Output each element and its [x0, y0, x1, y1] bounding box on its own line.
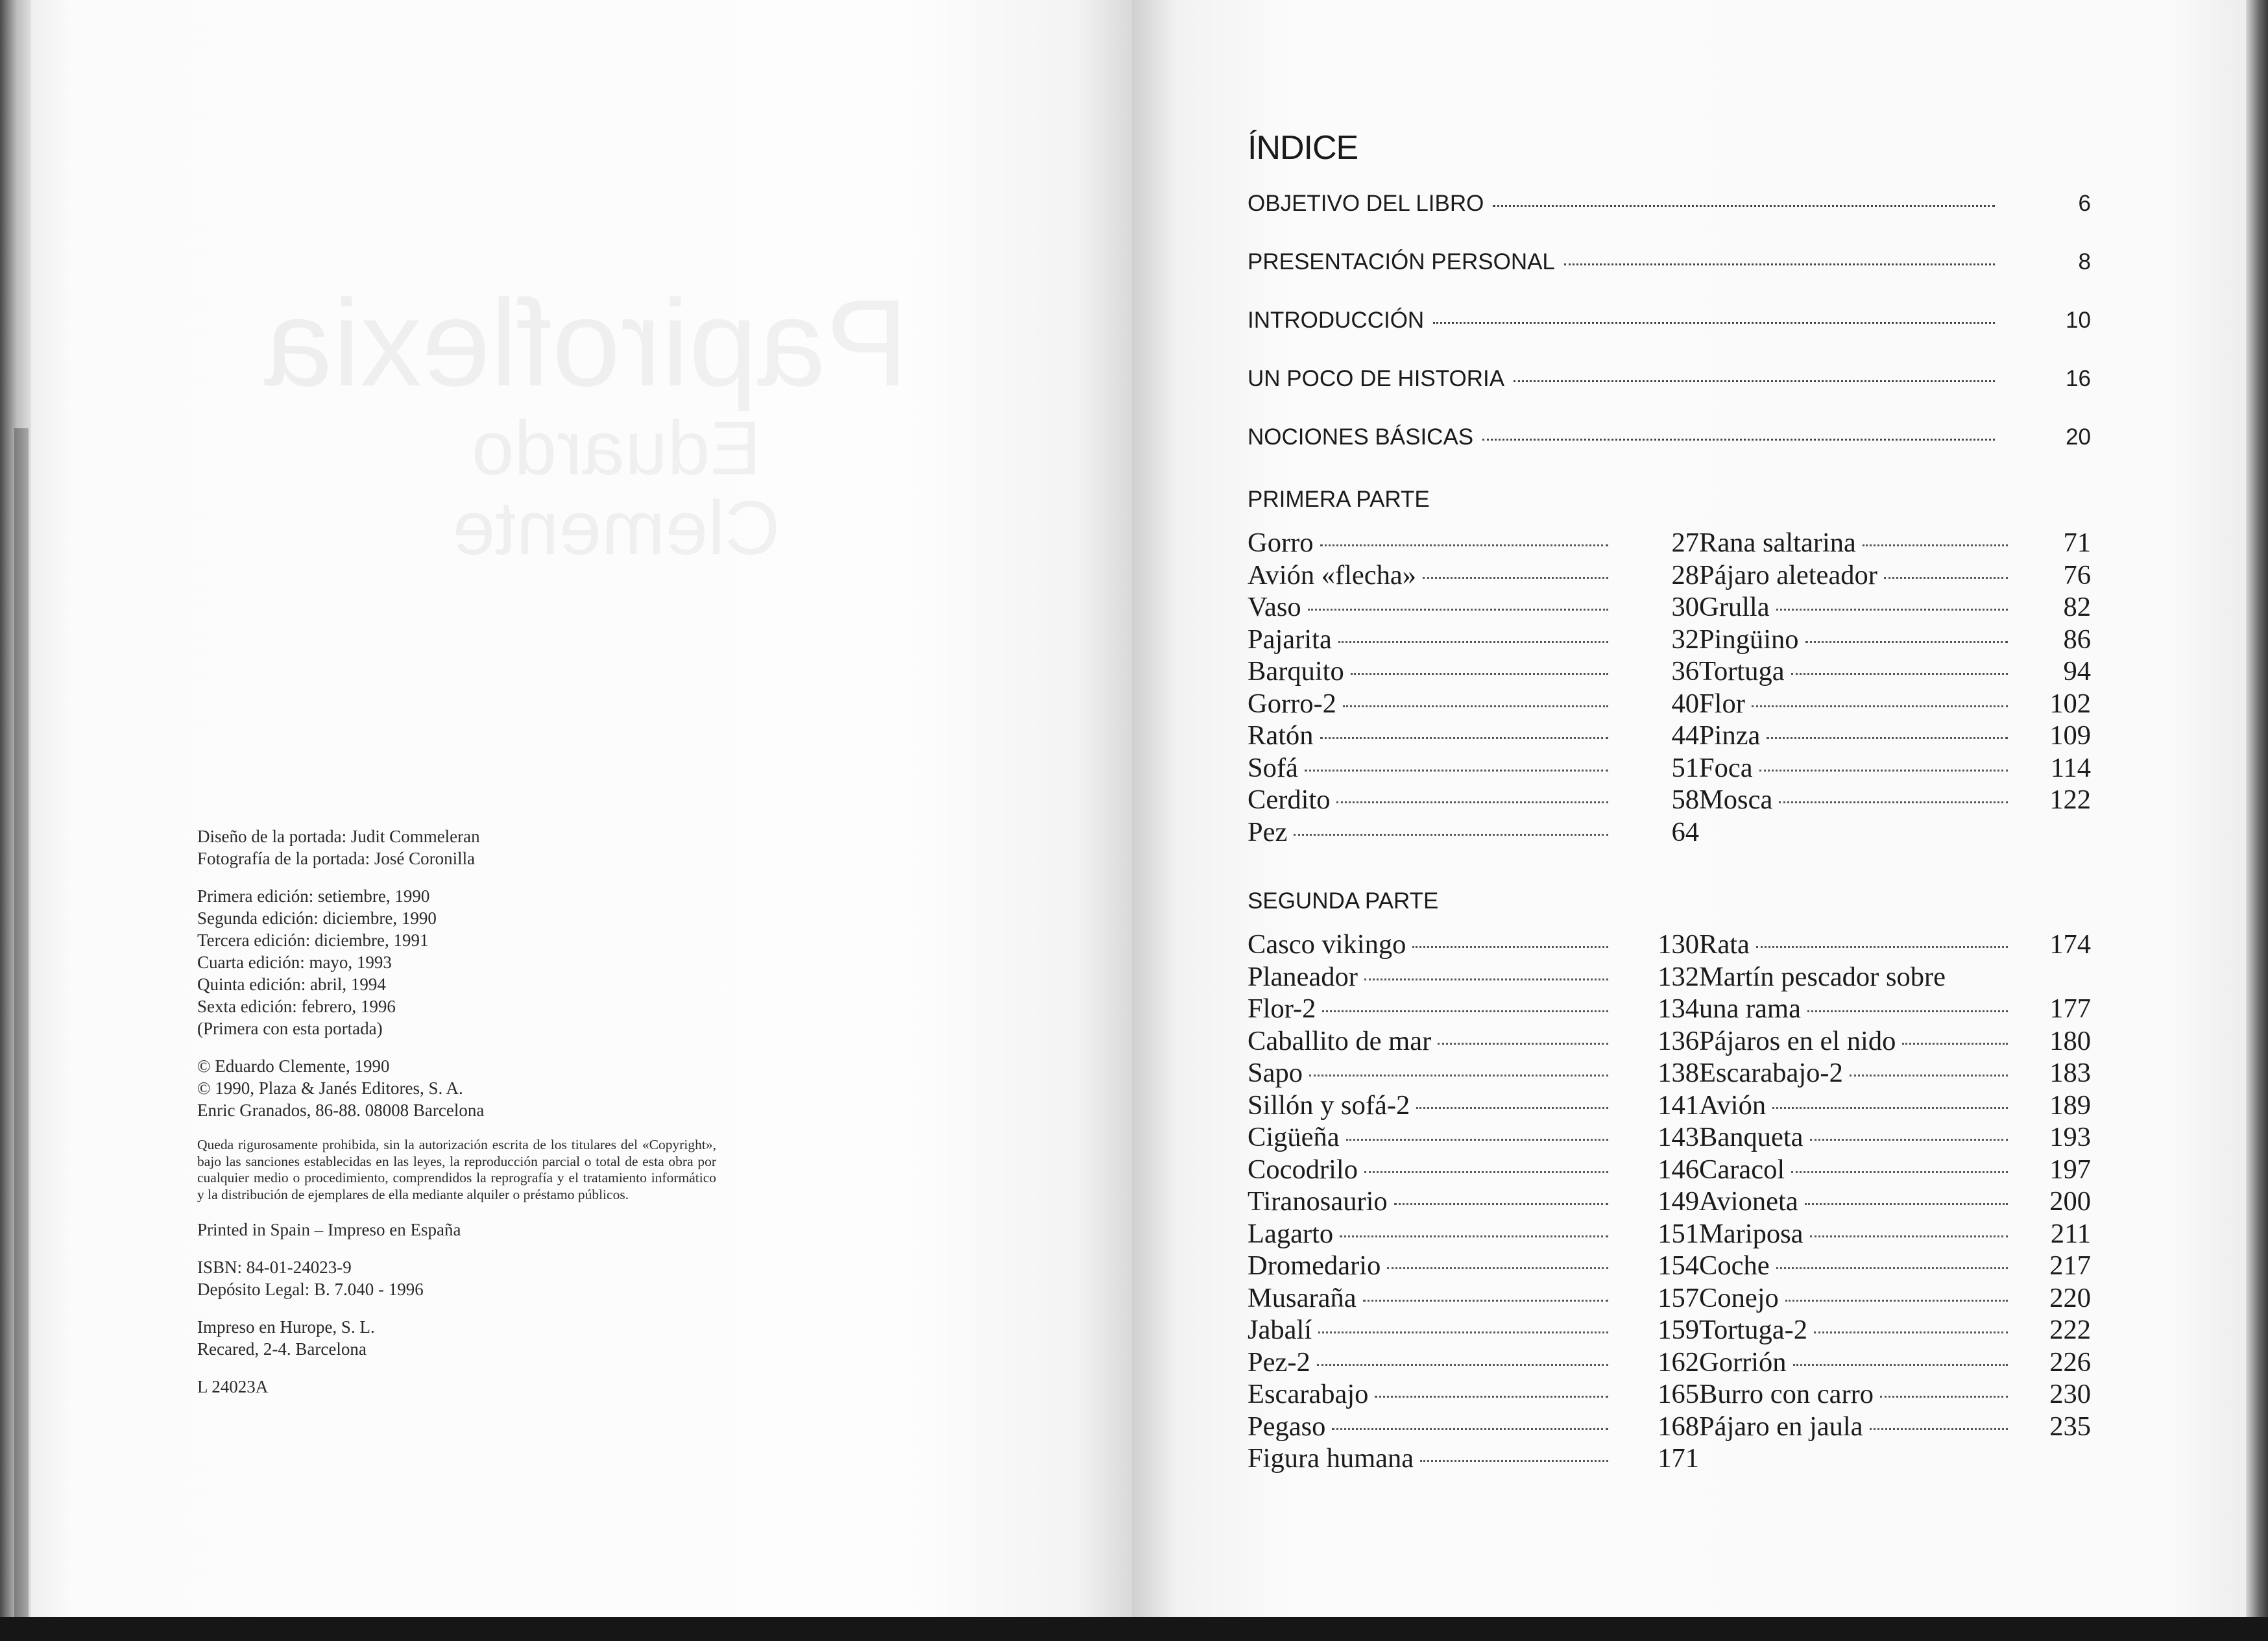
- dot-leader: [1416, 1107, 1608, 1109]
- page-number: 177: [2049, 993, 2091, 1024]
- dot-leader: [1433, 322, 1995, 324]
- entry-label: Mariposa: [1699, 1218, 1804, 1249]
- entry-label: UN POCO DE HISTORIA: [1248, 366, 1505, 391]
- entry-label: Cocodrilo: [1248, 1154, 1358, 1185]
- toc-entry: [1699, 752, 2091, 784]
- entry-label: Grulla: [1699, 592, 1770, 622]
- entry-label: Escarabajo-2: [1699, 1058, 1843, 1088]
- page-number: 180: [2049, 1025, 2091, 1056]
- page-number: 193: [2049, 1122, 2091, 1152]
- toc-entry: [1248, 720, 1699, 752]
- dot-leader: [1482, 439, 1995, 441]
- entry-label: Pajarita: [1248, 624, 1332, 655]
- entry-label: Tiranosaurio: [1248, 1186, 1388, 1217]
- scan-bottom-edge: [0, 1617, 2268, 1641]
- toc-entry: [1248, 591, 1699, 624]
- dot-leader: [1322, 1010, 1608, 1012]
- entry-label: Barquito: [1248, 656, 1344, 687]
- toc-entry: [1699, 1346, 2091, 1379]
- dot-leader: [1902, 1043, 2008, 1045]
- dot-leader: [1412, 946, 1608, 948]
- dot-leader: [1779, 801, 2008, 803]
- dot-leader: [1805, 641, 2008, 643]
- primera-right-column: [1699, 527, 2091, 848]
- toc-main-entry: [1248, 308, 2091, 366]
- page-number: 114: [2050, 752, 2091, 783]
- segunda-left-column: [1248, 929, 1699, 1475]
- cover-design-credits: Diseño de la portada: Judit Commeleran Fotografía de la portada: José Coronilla: [197, 827, 480, 868]
- page-number: 44: [1671, 720, 1699, 751]
- page-number: 159: [1658, 1315, 1699, 1345]
- dot-leader: [1814, 1331, 2008, 1333]
- toc-entry: [1699, 1250, 2091, 1282]
- dot-leader: [1332, 1428, 1608, 1430]
- toc-entry: [1248, 1282, 1699, 1315]
- dot-leader: [1776, 1267, 2008, 1269]
- toc-entry: [1699, 1282, 2091, 1315]
- dot-leader: [1394, 1203, 1608, 1205]
- toc-entry: [1248, 1314, 1699, 1346]
- toc-main-entry: [1248, 366, 2091, 424]
- index-title: ÍNDICE: [1248, 129, 1358, 167]
- toc-main-entry: [1248, 191, 2091, 249]
- dot-leader: [1318, 1331, 1608, 1333]
- entry-label: INTRODUCCIÓN: [1248, 308, 1425, 333]
- entry-label: Escarabajo: [1248, 1379, 1369, 1409]
- page-number: 136: [1658, 1025, 1699, 1056]
- entry-label: Conejo: [1699, 1282, 1779, 1313]
- dot-leader: [1423, 577, 1608, 579]
- dot-leader: [1493, 205, 1995, 207]
- show-through-cover-title: Papiroflexia Eduardo Clemente: [264, 274, 908, 572]
- dot-leader: [1791, 1171, 2008, 1173]
- page-number: 134: [1658, 993, 1699, 1024]
- dot-leader: [1793, 1364, 2008, 1366]
- entry-label: Sofá: [1248, 752, 1298, 783]
- dot-leader: [1759, 770, 2008, 772]
- dot-leader: [1850, 1075, 2008, 1076]
- toc-entry: [1699, 527, 2091, 559]
- toc-entry: [1248, 1250, 1699, 1282]
- toc-entry: [1248, 1185, 1699, 1218]
- toc-entry: [1248, 655, 1699, 688]
- toc-entry: [1248, 1154, 1699, 1186]
- entry-label: Flor: [1699, 688, 1745, 719]
- page-number: 143: [1658, 1122, 1699, 1152]
- entry-label: OBJETIVO DEL LIBRO: [1248, 191, 1484, 216]
- page-number: 10: [2066, 308, 2091, 333]
- toc-entry: [1699, 559, 2091, 592]
- page-number: 235: [2049, 1411, 2091, 1442]
- entry-label: NOCIONES BÁSICAS: [1248, 424, 1474, 450]
- page-number: 8: [2078, 249, 2091, 274]
- dot-leader: [1309, 1075, 1608, 1076]
- page-number: 200: [2049, 1186, 2091, 1217]
- toc-entry: [1248, 1346, 1699, 1379]
- entry-label: Lagarto: [1248, 1218, 1334, 1249]
- dot-leader: [1387, 1267, 1608, 1269]
- page-number: 162: [1658, 1346, 1699, 1378]
- toc-entry: [1248, 1378, 1699, 1411]
- toc-entry: [1699, 784, 2091, 816]
- dot-leader: [1294, 834, 1608, 836]
- page-number: 20: [2066, 424, 2091, 450]
- page-number: 76: [2063, 559, 2091, 590]
- dot-leader: [1564, 263, 1995, 265]
- entry-label: Pájaro en jaula: [1699, 1411, 1863, 1442]
- dot-leader: [1805, 1203, 2008, 1205]
- page-number: 141: [1658, 1089, 1699, 1121]
- page-number: 51: [1671, 752, 1699, 783]
- entry-label: Jabalí: [1248, 1315, 1312, 1345]
- page-number: 82: [2063, 592, 2091, 622]
- left-page: [0, 0, 1132, 1622]
- dot-leader: [1308, 609, 1608, 611]
- page-number: 165: [1658, 1379, 1699, 1409]
- page-number: 40: [1671, 688, 1699, 719]
- page-number: 28: [1671, 559, 1699, 590]
- toc-entry: [1699, 688, 2091, 720]
- dot-leader: [1884, 577, 2008, 579]
- toc-entry: [1248, 1442, 1699, 1475]
- dot-leader: [1785, 1300, 2008, 1302]
- page-number: 71: [2063, 528, 2091, 558]
- edition-list: Primera edición: setiembre, 1990 Segunda edición: diciembre, 1990 Tercera edición: diciembre, 1991 Cuarta edición: mayo, 1993 Quinta edición: abril, 1994 Sexta edición: febrero, 1996 (Primera con esta portada): [197, 886, 437, 1038]
- page-number: 94: [2063, 656, 2091, 687]
- toc-main-entry: [1248, 424, 2091, 483]
- toc-entry: [1699, 993, 2091, 1025]
- toc-entry: [1248, 527, 1699, 559]
- entry-label: Dromedario: [1248, 1250, 1381, 1281]
- dot-leader: [1320, 737, 1608, 739]
- page-number: 230: [2049, 1379, 2091, 1409]
- printed-in: Printed in Spain – Impreso en España: [197, 1220, 461, 1239]
- page-number: 130: [1658, 929, 1699, 960]
- toc-entry: [1699, 1121, 2091, 1154]
- page-number: 109: [2049, 720, 2091, 751]
- entry-label: Avión: [1699, 1089, 1767, 1121]
- entry-label: Foca: [1699, 752, 1753, 783]
- page-number: 132: [1658, 961, 1699, 992]
- dot-leader: [1351, 673, 1608, 675]
- dot-leader: [1438, 1043, 1608, 1045]
- dot-leader: [1807, 1010, 2008, 1012]
- entry-label: Gorro-2: [1248, 688, 1336, 719]
- entry-label: Avioneta: [1699, 1186, 1798, 1217]
- page-number: 220: [2049, 1282, 2091, 1313]
- copyright-notice: © Eduardo Clemente, 1990 © 1990, Plaza & Janés Editores, S. A. Enric Granados, 86-88. 08008 Barcelona: [197, 1056, 485, 1120]
- toc-entry: [1248, 929, 1699, 961]
- toc-entry: [1248, 1218, 1699, 1250]
- entry-label: Vaso: [1248, 592, 1301, 622]
- toc-entry: [1699, 591, 2091, 624]
- page-number: 211: [2050, 1218, 2091, 1249]
- entry-label: Martín pescador sobre: [1699, 961, 1946, 992]
- dot-leader: [1752, 705, 2008, 707]
- toc-entry: [1248, 816, 1699, 849]
- dot-leader: [1364, 979, 1608, 980]
- entry-label: Cigüeña: [1248, 1122, 1340, 1152]
- entry-label: Pájaros en el nido: [1699, 1025, 1896, 1056]
- isbn-block: ISBN: 84-01-24023-9 Depósito Legal: B. 7.040 - 1996: [197, 1258, 424, 1299]
- dot-leader: [1343, 705, 1608, 707]
- dot-leader: [1880, 1396, 2008, 1398]
- page-number: 222: [2049, 1315, 2091, 1345]
- page-number: 154: [1658, 1250, 1699, 1281]
- dot-leader: [1364, 1171, 1608, 1173]
- page-number: 174: [2049, 929, 2091, 960]
- entry-label: Avión «flecha»: [1248, 559, 1417, 590]
- entry-label: Ratón: [1248, 720, 1314, 751]
- dot-leader: [1776, 609, 2008, 611]
- toc-entry: [1699, 1025, 2091, 1058]
- credits-block: [197, 825, 781, 1413]
- entry-label: Pingüino: [1699, 624, 1799, 655]
- dot-leader: [1756, 946, 2008, 948]
- entry-label: Burro con carro: [1699, 1379, 1874, 1409]
- entry-label: Pájaro aleteador: [1699, 559, 1877, 590]
- page-number: 226: [2049, 1346, 2091, 1378]
- page-number: 58: [1671, 784, 1699, 815]
- toc-entry: [1248, 688, 1699, 720]
- page-number: 30: [1671, 592, 1699, 622]
- toc-entry: [1248, 1411, 1699, 1443]
- dot-leader: [1320, 544, 1609, 546]
- page-number: 149: [1658, 1186, 1699, 1217]
- entry-label: Pinza: [1699, 720, 1761, 751]
- toc-entry: [1699, 720, 2091, 752]
- entry-label: Sapo: [1248, 1058, 1303, 1088]
- entry-label: una rama: [1699, 993, 1801, 1024]
- entry-label: Pez-2: [1248, 1346, 1310, 1378]
- page-number: 197: [2049, 1154, 2091, 1185]
- dot-leader: [1514, 380, 1995, 382]
- dot-leader: [1346, 1139, 1608, 1141]
- page-number: 168: [1658, 1411, 1699, 1442]
- toc-entry: [1699, 1218, 2091, 1250]
- page-number: 16: [2066, 366, 2091, 391]
- main-sections: [1248, 191, 2091, 483]
- primera-parte-columns: [1248, 527, 2091, 848]
- entry-label: Coche: [1699, 1250, 1770, 1281]
- entry-label: Banqueta: [1699, 1122, 1804, 1152]
- dot-leader: [1420, 1460, 1608, 1462]
- toc-entry: [1248, 752, 1699, 784]
- page-number: 217: [2049, 1250, 2091, 1281]
- page-edge-shadow: [2246, 0, 2268, 1629]
- entry-label: Mosca: [1699, 784, 1773, 815]
- dot-leader: [1336, 801, 1608, 803]
- part-title-segunda: SEGUNDA PARTE: [1248, 888, 1439, 914]
- entry-label: Sillón y sofá-2: [1248, 1089, 1410, 1121]
- dot-leader: [1767, 737, 2008, 739]
- toc-entry: [1699, 1411, 2091, 1443]
- dot-leader: [1375, 1396, 1608, 1398]
- page-number: 157: [1658, 1282, 1699, 1313]
- entry-label: Gorrión: [1699, 1346, 1787, 1378]
- toc-entry: [1699, 1057, 2091, 1089]
- printer-block: Impreso en Hurope, S. L. Recared, 2-4. Barcelona: [197, 1317, 375, 1359]
- table-of-contents: [1248, 128, 2091, 1475]
- entry-label: Flor-2: [1248, 993, 1316, 1024]
- segunda-right-column: [1699, 929, 2091, 1475]
- entry-label: Gorro: [1248, 528, 1314, 558]
- page-number: 138: [1658, 1058, 1699, 1088]
- page-number: 189: [2049, 1089, 2091, 1121]
- toc-entry: [1699, 1185, 2091, 1218]
- entry-label: Tortuga-2: [1699, 1315, 1807, 1345]
- page-number: 171: [1658, 1443, 1699, 1474]
- toc-entry: [1699, 655, 2091, 688]
- toc-entry: [1248, 624, 1699, 656]
- dot-leader: [1338, 641, 1608, 643]
- part-title-primera: PRIMERA PARTE: [1248, 487, 1430, 512]
- dot-leader: [1305, 770, 1608, 772]
- entry-label: PRESENTACIÓN PERSONAL: [1248, 249, 1555, 274]
- page-number: 64: [1671, 816, 1699, 847]
- entry-label: Musaraña: [1248, 1282, 1357, 1313]
- page-number: 183: [2049, 1058, 2091, 1088]
- binding-strip: [14, 428, 29, 1622]
- toc-entry: [1699, 929, 2091, 961]
- page-number: 146: [1658, 1154, 1699, 1185]
- segunda-parte-columns: [1248, 929, 2091, 1475]
- entry-label: Tortuga: [1699, 656, 1785, 687]
- entry-label: Rata: [1699, 929, 1750, 960]
- entry-label: Caracol: [1699, 1154, 1785, 1185]
- toc-main-entry: [1248, 249, 2091, 308]
- page-number: 27: [1671, 528, 1699, 558]
- dot-leader: [1340, 1235, 1608, 1237]
- toc-entry: [1248, 1121, 1699, 1154]
- page-number: 32: [1671, 624, 1699, 655]
- toc-entry: [1699, 1089, 2091, 1122]
- dot-leader: [1363, 1300, 1608, 1302]
- page-number: 6: [2078, 191, 2091, 216]
- dot-leader: [1810, 1139, 2009, 1141]
- dot-leader: [1810, 1235, 2008, 1237]
- page-number: 102: [2049, 688, 2091, 719]
- toc-entry: [1248, 961, 1699, 993]
- dot-leader: [1863, 544, 2008, 546]
- page-number: 151: [1658, 1218, 1699, 1249]
- page-number: 122: [2049, 784, 2091, 815]
- entry-label: Pez: [1248, 816, 1288, 847]
- entry-label: Rana saltarina: [1699, 528, 1856, 558]
- toc-entry: [1699, 1378, 2091, 1411]
- toc-entry: [1248, 1089, 1699, 1122]
- print-code: L 24023A: [197, 1377, 269, 1396]
- dot-leader: [1870, 1428, 2008, 1430]
- dot-leader: [1772, 1107, 2008, 1109]
- entry-label: Cerdito: [1248, 784, 1331, 815]
- page-number: 86: [2063, 624, 2091, 655]
- dot-leader: [1317, 1364, 1608, 1366]
- toc-entry: [1248, 1025, 1699, 1058]
- page-number: 36: [1671, 656, 1699, 687]
- legal-notice: Queda rigurosamente prohibida, sin la autorización escrita de los titulares del «Copyright», bajo las sanciones establecidas en las leyes, la reproducción parcial o total de esta obra por cualquier medio o procedimiento, comprendidos la reprografía y el tratamiento informático y la distribución de ejemplares de ella mediante alquiler o préstamo públicos.: [197, 1137, 716, 1202]
- entry-label: Figura humana: [1248, 1443, 1414, 1474]
- toc-entry: [1248, 993, 1699, 1025]
- toc-entry: [1699, 1314, 2091, 1346]
- toc-entry: [1699, 624, 2091, 656]
- toc-entry: [1699, 1154, 2091, 1186]
- toc-entry: [1248, 1057, 1699, 1089]
- primera-left-column: [1248, 527, 1699, 848]
- toc-entry: [1699, 961, 2091, 993]
- entry-label: Pegaso: [1248, 1411, 1326, 1442]
- dot-leader: [1791, 673, 2008, 675]
- entry-label: Caballito de mar: [1248, 1025, 1432, 1056]
- toc-entry: [1248, 559, 1699, 592]
- entry-label: Planeador: [1248, 961, 1358, 992]
- entry-label: Casco vikingo: [1248, 929, 1406, 960]
- toc-entry: [1248, 784, 1699, 816]
